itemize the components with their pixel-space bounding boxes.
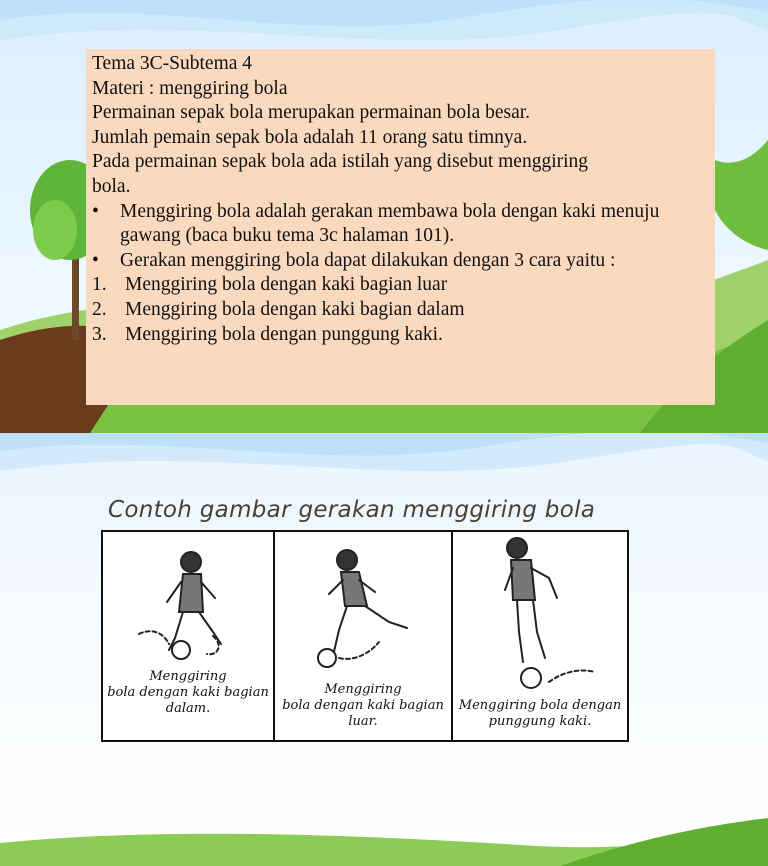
numbered-item — [92, 323, 709, 348]
lesson-text-box — [86, 49, 715, 405]
caption-line: Menggiring — [324, 682, 402, 697]
number-marker: 2. — [92, 298, 107, 320]
numbered-item — [92, 298, 709, 323]
examples-heading: Contoh gambar gerakan menggiring bola — [108, 497, 596, 523]
figure-caption — [275, 682, 451, 730]
bullet-text: Gerakan menggiring bola dapat dilakukan dengan 3 cara yaitu : — [120, 249, 616, 271]
numbered-text: Menggiring bola dengan punggung kaki. — [125, 323, 443, 345]
bullet-marker: • — [92, 249, 99, 271]
caption-line: dalam. — [165, 701, 211, 716]
right-tree — [715, 140, 768, 250]
figure-panel-inside-foot — [103, 532, 273, 740]
caption-line: Menggiring bola dengan — [458, 698, 622, 713]
topic-title: Tema 3C-Subtema 4 — [92, 53, 253, 74]
caption-line: luar. — [348, 714, 378, 729]
number-marker: 3. — [92, 323, 107, 345]
sky-wave-light — [0, 0, 768, 40]
numbered-item — [92, 273, 709, 298]
tree-trunk — [72, 250, 79, 340]
bullet-item — [92, 249, 709, 274]
tree-crown-light — [33, 200, 77, 260]
football-icon — [521, 668, 541, 688]
figure-panel-outside-foot — [273, 532, 451, 740]
bullet-marker: • — [92, 200, 99, 222]
caption-line: bola dengan kaki bagian — [282, 698, 444, 713]
figure-caption — [103, 669, 273, 717]
bullet-item — [92, 200, 709, 249]
caption-line: punggung kaki. — [488, 714, 592, 729]
text-line: bola. — [92, 175, 131, 197]
numbered-text: Menggiring bola dengan kaki bagian dalam — [125, 298, 465, 320]
sky-wave-light — [0, 433, 768, 471]
figure-panel-instep — [451, 532, 627, 740]
bottom-grass-dark — [560, 818, 768, 866]
material-title: Materi : menggiring bola — [92, 77, 288, 99]
caption-line: Menggiring — [149, 669, 227, 684]
text-line: Permainan sepak bola merupakan permainan bola besar. — [92, 102, 531, 124]
dribbling-figures — [101, 530, 629, 742]
text-line: Pada permainan sepak bola ada istilah yang disebut menggiring — [92, 151, 589, 173]
football-icon — [318, 649, 336, 667]
numbered-text: Menggiring bola dengan kaki bagian luar — [125, 274, 448, 296]
slide-2 — [0, 433, 768, 866]
number-marker: 1. — [92, 274, 107, 296]
bullet-text: Menggiring bola adalah gerakan membawa bola dengan kaki menuju gawang (baca buku tema 3c halaman 101). — [120, 200, 660, 247]
football-icon — [172, 641, 190, 659]
text-line: Jumlah pemain sepak bola adalah 11 orang satu timnya. — [92, 126, 528, 148]
figure-caption — [453, 698, 627, 730]
caption-line: bola dengan kaki bagian — [107, 685, 269, 700]
